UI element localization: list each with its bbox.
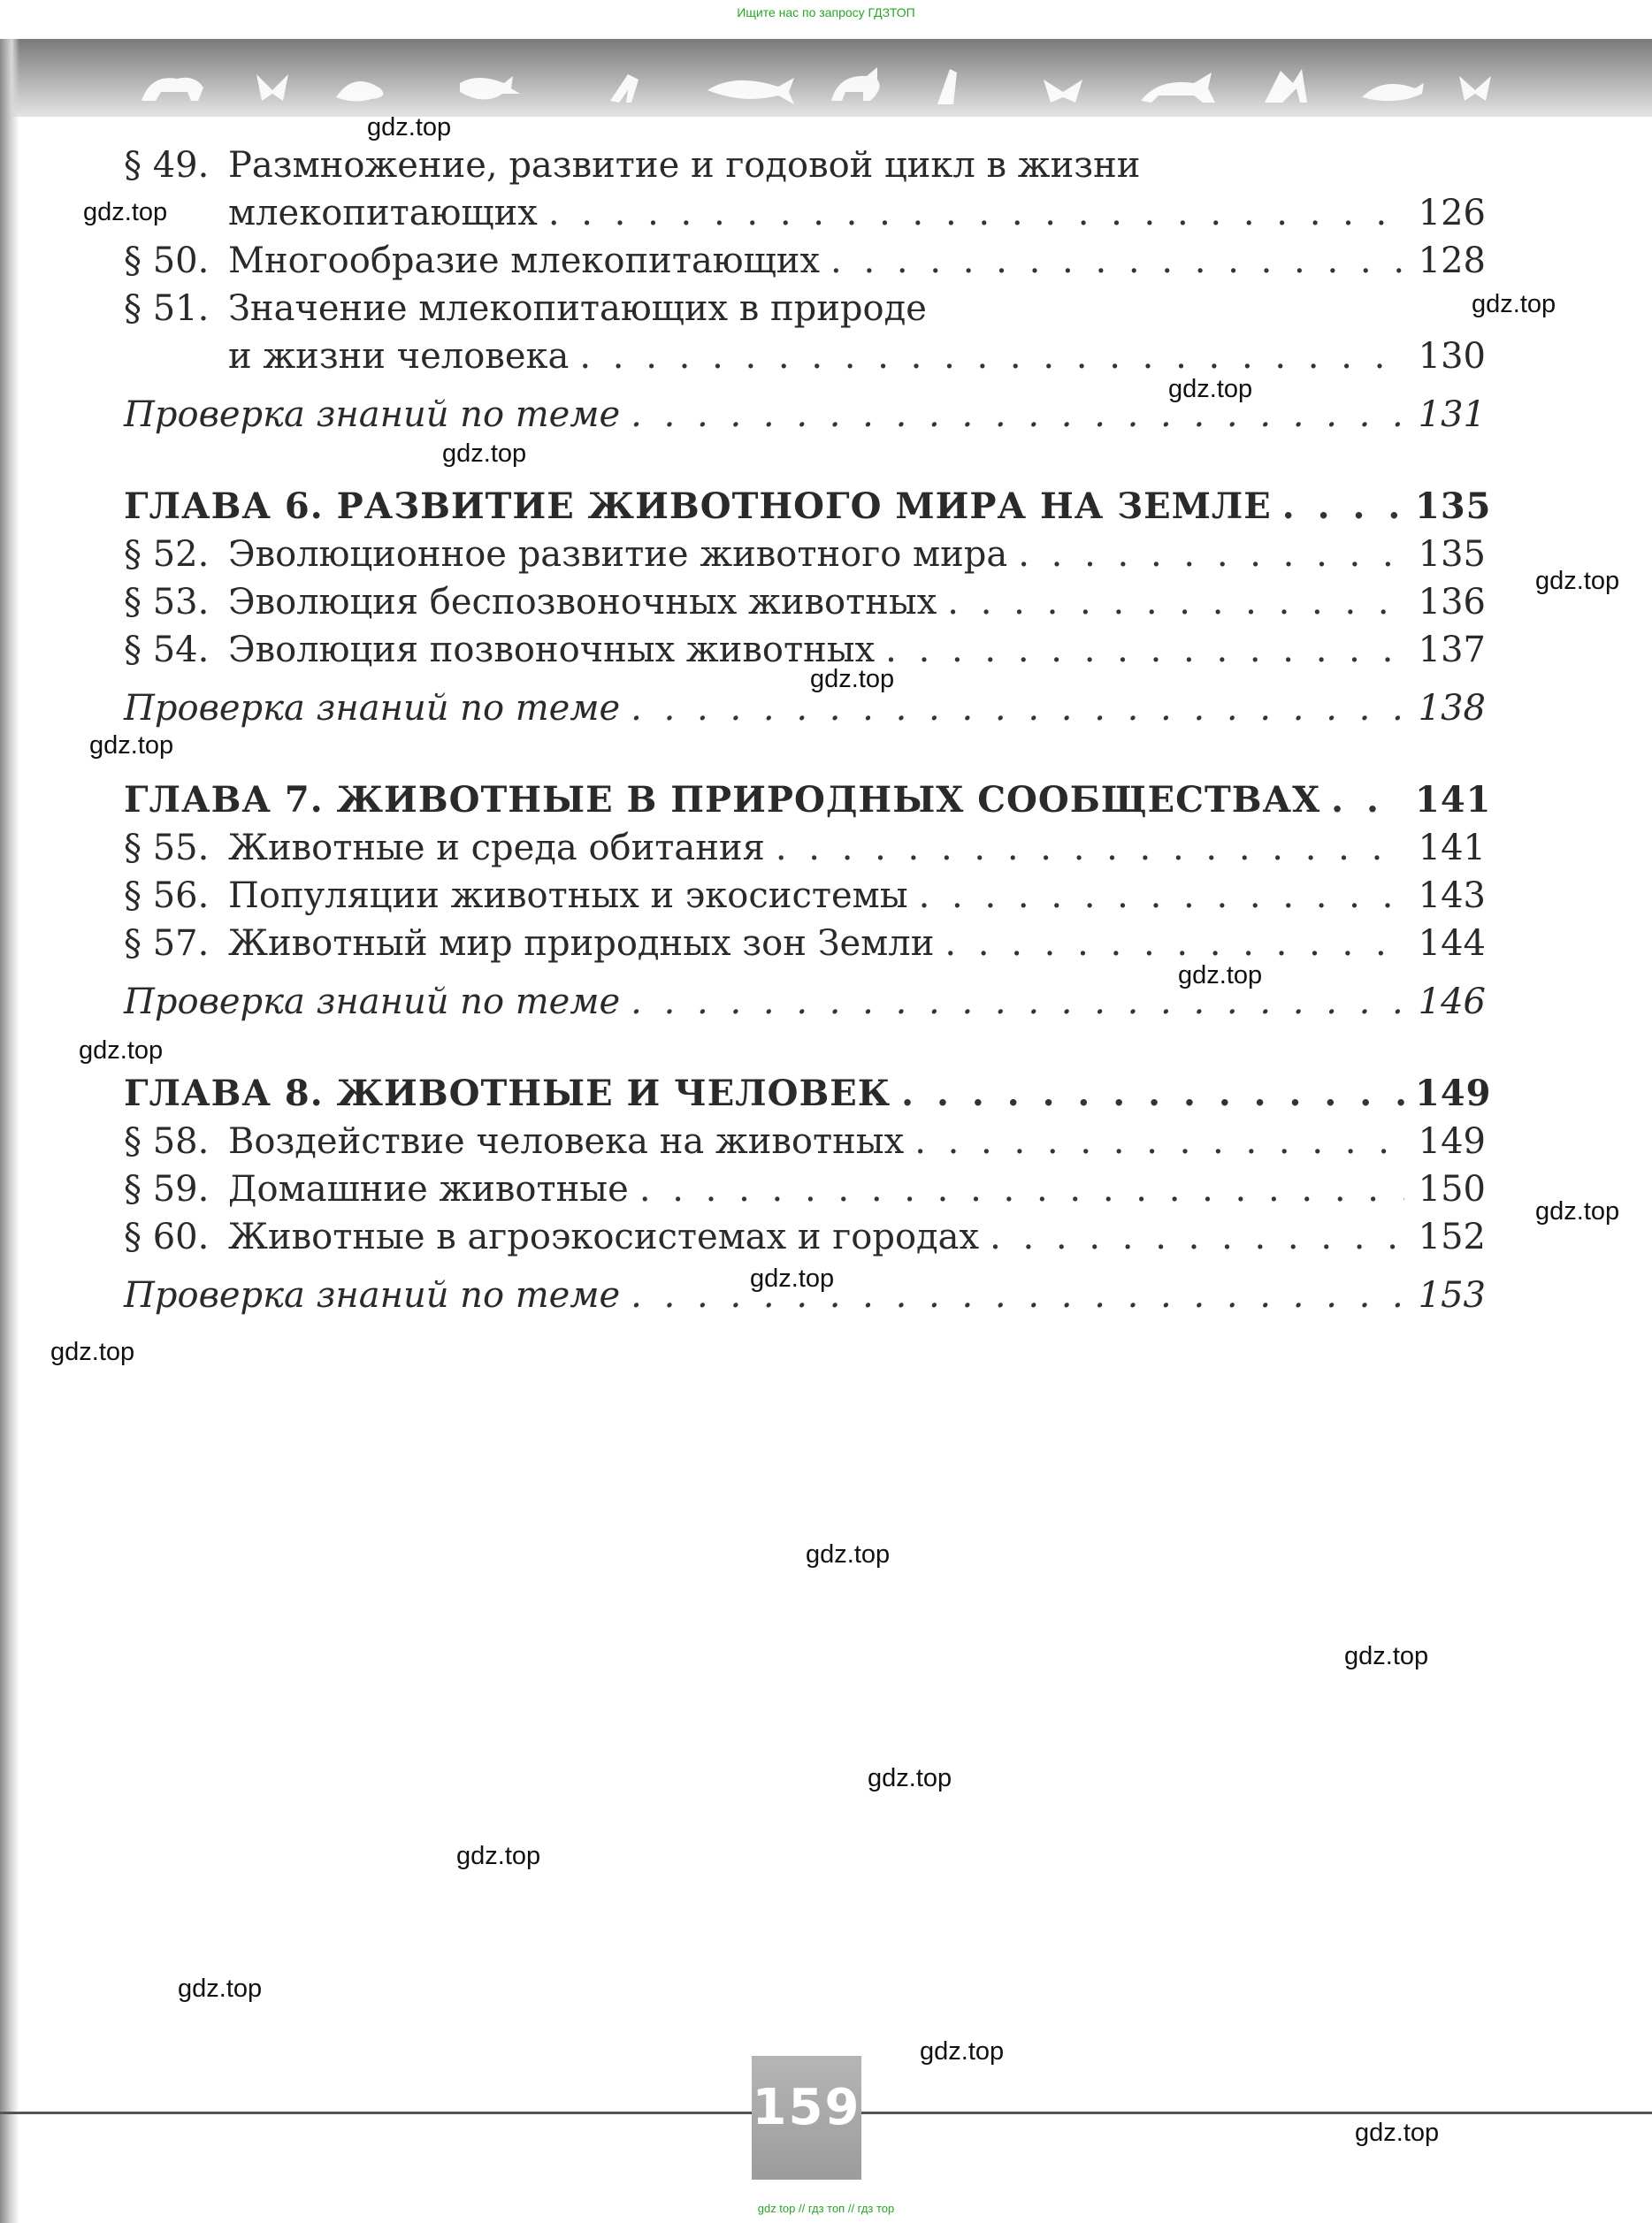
- toc-check-7: Проверка знаний по теме . . . 146: [124, 978, 1486, 1026]
- toc-entry-57: § 57. Животный мир природных зон Земли . . . 144: [124, 920, 1486, 967]
- table-of-contents: [124, 141, 1492, 1319]
- watermark: gdz.top: [810, 665, 895, 693]
- chapter-8-heading: ГЛАВА 8. ЖИВОТНЫЕ И ЧЕЛОВЕК . . . 149: [124, 1070, 1486, 1118]
- leader-dots: [1331, 776, 1404, 824]
- toc-check-5: Проверка знаний по теме . . . 131: [124, 391, 1486, 439]
- watermark: gdz.top: [442, 439, 527, 468]
- leader-dots: [631, 391, 1404, 439]
- leader-dots: [945, 920, 1404, 967]
- leader-dots: [579, 332, 1404, 380]
- watermark: gdz.top: [806, 1540, 891, 1569]
- toc-entry-60: § 60. Животные в агроэкосистемах и городах . . . 152: [124, 1213, 1486, 1261]
- leader-dots: [639, 1165, 1404, 1213]
- toc-entry-49: § 49. Размножение, развитие и годовой цикл в жизни: [124, 145, 1141, 186]
- leader-dots: [1018, 531, 1404, 578]
- leader-dots: [914, 1118, 1404, 1165]
- leader-dots: [830, 237, 1404, 285]
- page-number-tab: [752, 2056, 861, 2180]
- toc-entry-54: § 54. Эволюция позвоночных животных . . . 137: [124, 626, 1486, 674]
- leader-dots: [901, 1070, 1404, 1118]
- leader-dots: [1282, 483, 1404, 531]
- watermark: gdz.top: [1168, 375, 1253, 403]
- leader-dots: [631, 684, 1404, 732]
- watermark: gdz.top: [89, 731, 174, 760]
- header-banner: [0, 39, 1652, 117]
- leader-dots: [990, 1213, 1404, 1261]
- leader-dots: [947, 578, 1404, 626]
- watermark: gdz.top: [1355, 2119, 1440, 2147]
- toc-check-8: Проверка знаний по теме . . . 153: [124, 1272, 1486, 1319]
- watermark: gdz.top: [456, 1842, 541, 1870]
- toc-entry-49-continued: млекопитающих . . . 126: [124, 189, 1486, 237]
- watermark: gdz.top: [50, 1338, 135, 1366]
- bottom-note: gdz top // гдз топ // гдз тор: [757, 2202, 895, 2215]
- watermark: gdz.top: [178, 1975, 263, 2003]
- top-note: Ищите нас по запросу ГДЗТОП: [737, 5, 915, 19]
- toc-entry-51-continued: и жизни человека . . . 130: [124, 332, 1486, 380]
- animal-silhouettes-icon: [0, 39, 1652, 117]
- leader-dots: [919, 872, 1404, 920]
- toc-entry-51: § 51. Значение млекопитающих в природе: [124, 288, 927, 329]
- watermark: gdz.top: [1178, 961, 1263, 989]
- watermark: gdz.top: [83, 198, 168, 226]
- toc-entry-55: § 55. Животные и среда обитания . . . 141: [124, 824, 1486, 872]
- watermark: gdz.top: [1344, 1642, 1429, 1670]
- watermark: gdz.top: [367, 113, 452, 141]
- watermark: gdz.top: [920, 2037, 1005, 2066]
- leader-dots: [885, 626, 1404, 674]
- toc-entry-50: § 50. Многообразие млекопитающих . . . 128: [124, 237, 1486, 285]
- watermark: gdz.top: [1472, 290, 1556, 318]
- page-number: 159: [752, 2079, 861, 2136]
- leader-dots: [776, 824, 1404, 872]
- toc-entry-59: § 59. Домашние животные . . . 150: [124, 1165, 1486, 1213]
- watermark: gdz.top: [868, 1764, 952, 1792]
- toc-check-6: Проверка знаний по теме . . . 138: [124, 684, 1486, 732]
- leader-dots: [631, 978, 1404, 1026]
- toc-entry-52: § 52. Эволюционное развитие животного мира . . . 135: [124, 531, 1486, 578]
- watermark: gdz.top: [1535, 1197, 1620, 1226]
- toc-entry-58: § 58. Воздействие человека на животных . . . 149: [124, 1118, 1486, 1165]
- leader-dots: [631, 1272, 1404, 1319]
- watermark: gdz.top: [750, 1264, 835, 1293]
- watermark: gdz.top: [1535, 567, 1620, 595]
- chapter-6-heading: ГЛАВА 6. РАЗВИТИЕ ЖИВОТНОГО МИРА НА ЗЕМЛЕ . . . 135: [124, 483, 1486, 531]
- watermark: gdz.top: [79, 1036, 164, 1065]
- toc-entry-56: § 56. Популяции животных и экосистемы . . . 143: [124, 872, 1486, 920]
- toc-entry-53: § 53. Эволюция беспозвоночных животных . . . 136: [124, 578, 1486, 626]
- page-edge-shadow: [0, 39, 19, 2223]
- chapter-7-heading: ГЛАВА 7. ЖИВОТНЫЕ В ПРИРОДНЫХ СООБЩЕСТВАХ . . . 141: [124, 776, 1486, 824]
- leader-dots: [548, 189, 1404, 237]
